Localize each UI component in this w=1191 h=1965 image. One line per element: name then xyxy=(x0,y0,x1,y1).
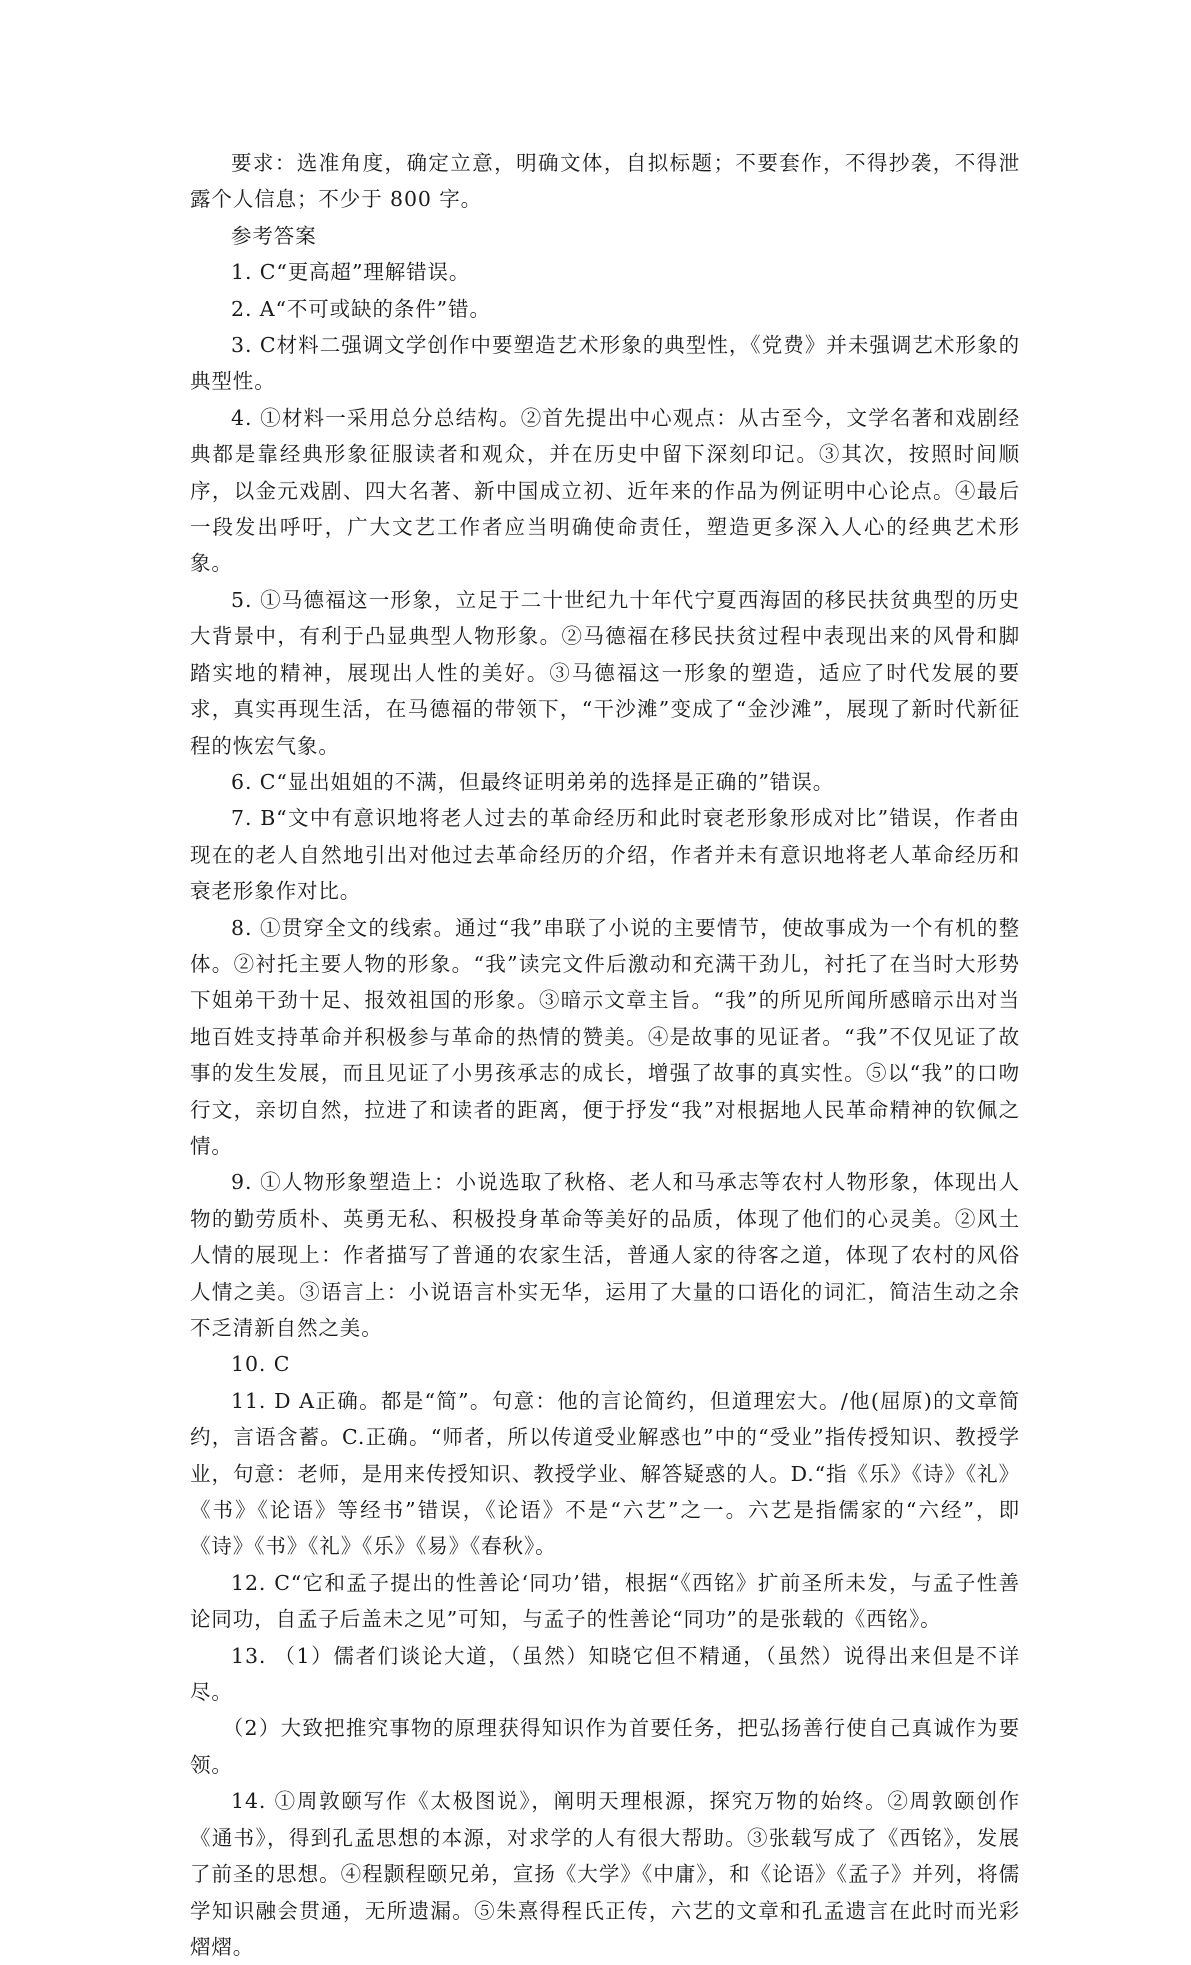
answer-9: 9. ①人物形象塑造上：小说选取了秋格、老人和马承志等农村人物形象，体现出人物的勤劳质朴、英勇无私、积极投身革命等美好的品质，体现了他们的心灵美。②风土人情的展现上：作者描写了普通的农家生活，普通人家的待客之道，体现了农村的风俗人情之美。③语言上：小说语言朴实无华，运用了大量的口语化的词汇，简洁生动之余不乏清新自然之美。 xyxy=(190,1170,1020,1340)
answer-3: 3. C材料二强调文学创作中要塑造艺术形象的典型性，《党费》并未强调艺术形象的典型性。 xyxy=(190,333,1020,394)
document-body xyxy=(190,145,1020,1965)
answer-1: 1. C“更高超”理解错误。 xyxy=(231,260,471,285)
answer-12: 12. C“它和孟子提出的性善论‘同功’错，根据“《西铭》扩前圣所未发，与孟子性善论同功，自孟子后盖未之见”可知，与孟子的性善论“同功”的是张载的《西铭》。 xyxy=(190,1570,1020,1632)
answers-heading: 参考答案 xyxy=(231,223,317,248)
answer-5: 5. ①马德福这一形象，立足于二十世纪九十年代宁夏西海固的移民扶贫典型的历史大背景中，有利于凸显典型人物形象。②马德福在移民扶贫过程中表现出来的风骨和脚踏实地的精神，展现出人性的美好。③马德福这一形象的塑造，适应了时代发展的要求，真实再现生活，在马德福的带领下，“干沙滩”变成了“金沙滩”，展现了新时代新征程的恢宏气象。 xyxy=(190,587,1020,758)
answer-7: 7. B“文中有意识地将老人过去的革命经历和此时衰老形象形成对比”错误，作者由现在的老人自然地引出对他过去革命经历的介绍，作者并未有意识地将老人革命经历和衰老形象作对比。 xyxy=(190,806,1020,904)
answer-11: 11. D A正确。都是“简”。句意：他的言论简约，但道理宏大。/他(屈原)的文章简约，言语含蓄。C.正确。“师者，所以传道受业解惑也”中的“受业”指传授知识、教授学业，句意：老师，是用来传授知识、教授学业、解答疑惑的人。D.“指《乐》《诗》《礼》《书》《论语》等经书”错误，《论语》不是“六艺”之一。六艺是指儒家的“六经”，即《诗》《书》《礼》《乐》《易》《春秋》。 xyxy=(190,1388,1020,1559)
answer-2: 2. A“不可或缺的条件”错。 xyxy=(231,296,491,321)
answer-13-part-2: （2）大致把推究事物的原理获得知识作为首要任务，把弘扬善行使自己真诚作为要领。 xyxy=(190,1716,1020,1777)
answer-8: 8. ①贯穿全文的线索。通过“我”串联了小说的主要情节，使故事成为一个有机的整体。②衬托主要人物的形象。“我”读完文件后激动和充满干劲儿，衬托了在当时大形势下姐弟干劲十足、报效祖国的形象。③暗示文章主旨。“我”的所见所闻所感暗示出对当地百姓支持革命并积极参与革命的热情的赞美。④是故事的见证者。“我”不仅见证了故事的发生发展，而且见证了小男孩承志的成长，增强了故事的真实性。⑤以“我”的口吻行文，亲切自然，拉进了和读者的距离，便于抒发“我”对根据地人民革命精神的钦佩之情。 xyxy=(190,915,1020,1158)
answer-4: 4. ①材料一采用总分总结构。②首先提出中心观点：从古至今，文学名著和戏剧经典都是靠经典形象征服读者和观众，并在历史中留下深刻印记。③其次，按照时间顺序，以金元戏剧、四大名著、新中国成立初、近年来的作品为例证明中心论点。④最后一段发出呼吁，广大文艺工作者应当明确使命责任，塑造更多深入人心的经典艺术形象。 xyxy=(190,405,1020,576)
answer-13-part-1: 13. （1）儒者们谈论大道，（虽然）知晓它但不精通，（虽然）说得出来但是不详尽。 xyxy=(190,1643,1020,1705)
answer-10: 10. C xyxy=(231,1352,291,1377)
essay-requirement: 要求：选准角度，确定立意，明确文体，自拟标题；不要套作，不得抄袭，不得泄露个人信息；不少于 800 字。 xyxy=(190,151,1020,212)
answer-6: 6. C“显出姐姐的不满，但最终证明弟弟的选择是正确的”错误。 xyxy=(231,769,835,794)
answer-14: 14. ①周敦颐写作《太极图说》，阐明天理根源，探究万物的始终。②周敦颐创作《通书》，得到孔孟思想的本源，对求学的人有很大帮助。③张载写成了《西铭》，发展了前圣的思想。④程颢程颐兄弟，宣扬《大学》《中庸》，和《论语》《孟子》并列，将儒学知识融会贯通，无所遗漏。⑤朱熹得程氏正传，六艺的文章和孔孟遗言在此时而光彩熠熠。 xyxy=(190,1789,1020,1959)
